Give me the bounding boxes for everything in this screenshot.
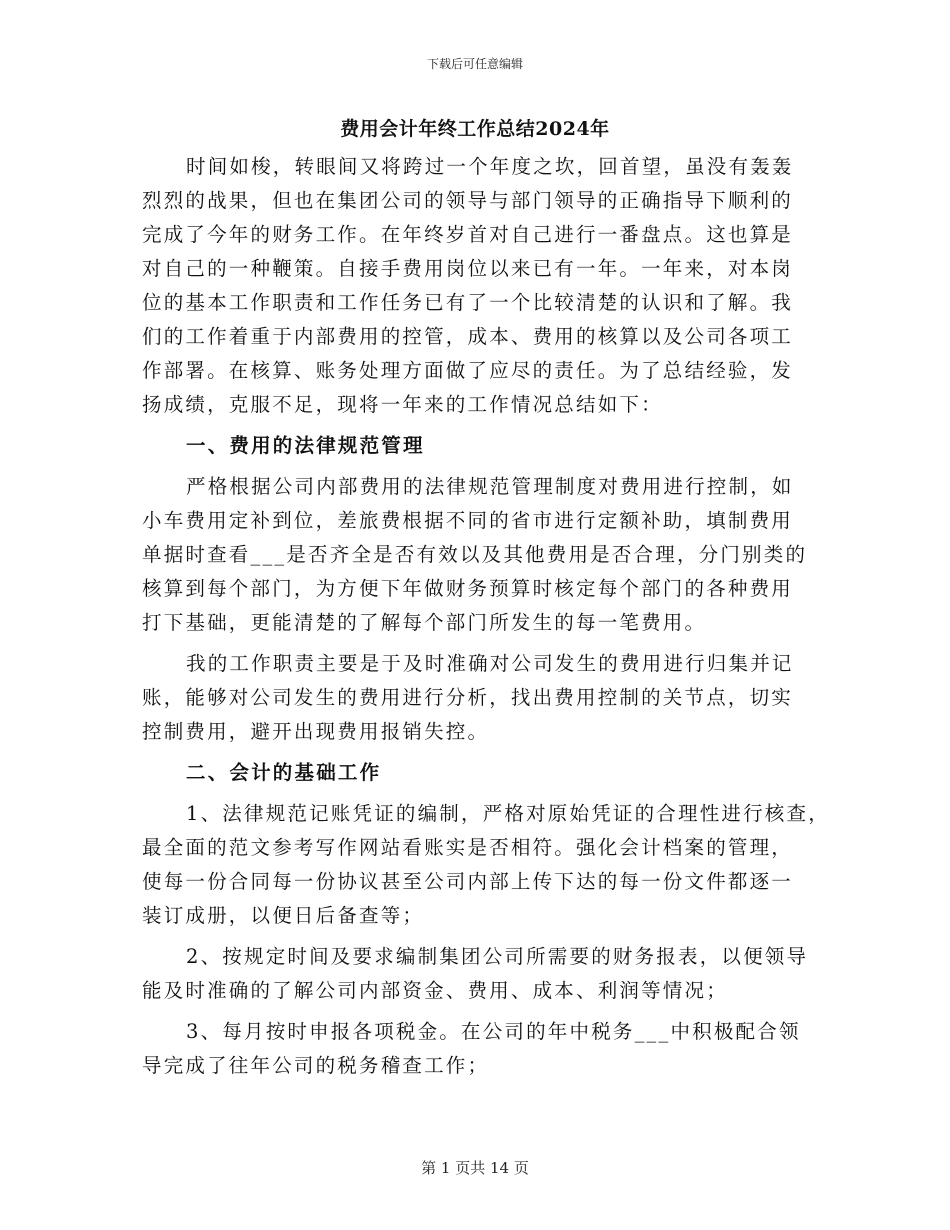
text-line: 小车费用定补到位，差旅费根据不同的省市进行定额补助，填制费用 — [142, 509, 794, 532]
text-line: 账，能够对公司发生的费用进行分析，找出费用控制的关节点，切实 — [142, 686, 794, 709]
document-title: 费用会计年终工作总结2024年 — [340, 118, 610, 140]
paragraph-expense-rules — [142, 470, 814, 640]
list-item-3 — [142, 1015, 814, 1083]
text-line: 导完成了往年公司的税务稽查工作； — [142, 1054, 490, 1077]
text-line: 装订成册，以便日后备查等； — [142, 904, 425, 927]
text-line: 2、按规定时间及要求编制集团公司所需要的财务报表，以便领导 — [186, 945, 809, 968]
text-line: 使每一份合同每一份协议甚至公司内部上传下达的每一份文件都逐一 — [142, 870, 794, 893]
text-line: 1、法律规范记账凭证的编制，严格对原始凭证的合理性进行核查， — [186, 802, 830, 825]
page-header: 下载后可任意编辑 — [426, 57, 523, 71]
page-footer: 第 1 页共 14 页 — [421, 1159, 529, 1177]
text-line: 控制费用，避开出现费用报销失控。 — [142, 720, 490, 743]
text-line: 作部署。在核算、账务处理方面做了应尽的责任。为了总结经验，发 — [142, 359, 794, 382]
document-body — [142, 150, 830, 1083]
text-line: 们的工作着重于内部费用的控管，成本、费用的核算以及公司各项工 — [142, 325, 794, 348]
text-line: 3、每月按时申报各项税金。在公司的年中税务___中积极配合领 — [186, 1020, 801, 1043]
text-line: 打下基础，更能清楚的了解每个部门所发生的每一笔费用。 — [142, 611, 707, 634]
text-line: 能及时准确的了解公司内部资金、费用、成本、利润等情况； — [142, 979, 728, 1002]
list-item-1 — [142, 797, 830, 933]
text-line: 核算到每个部门，为方便下年做财务预算时核定每个部门的各种费用 — [142, 577, 794, 600]
text-line: 我的工作职责主要是于及时准确对公司发生的费用进行归集并记 — [186, 652, 794, 675]
section-heading-1: 一、费用的法律规范管理 — [186, 434, 425, 457]
text-line: 单据时查看___是否齐全是否有效以及其他费用是否合理，分门别类的 — [142, 543, 808, 566]
section-heading-2: 二、会计的基础工作 — [186, 761, 382, 784]
paragraph-duties — [142, 647, 814, 749]
text-line: 位的基本工作职责和工作任务已有了一个比较清楚的认识和了解。我 — [142, 291, 794, 314]
text-line: 烈烈的战果，但也在集团公司的领导与部门领导的正确指导下顺利的 — [142, 189, 794, 212]
text-line: 扬成绩，克服不足，现将一年来的工作情况总结如下： — [142, 393, 663, 416]
list-item-2 — [142, 940, 814, 1008]
text-line: 时间如梭，转眼间又将跨过一个年度之坎，回首望，虽没有轰轰 — [186, 155, 794, 178]
text-line: 严格根据公司内部费用的法律规范管理制度对费用进行控制，如 — [186, 475, 794, 498]
text-line: 最全面的范文参考写作网站看账实是否相符。强化会计档案的管理， — [142, 836, 794, 859]
paragraph-intro — [142, 150, 814, 422]
text-line: 对自己的一种鞭策。自接手费用岗位以来已有一年。一年来，对本岗 — [142, 257, 794, 280]
text-line: 完成了今年的财务工作。在年终岁首对自己进行一番盘点。这也算是 — [142, 223, 794, 246]
